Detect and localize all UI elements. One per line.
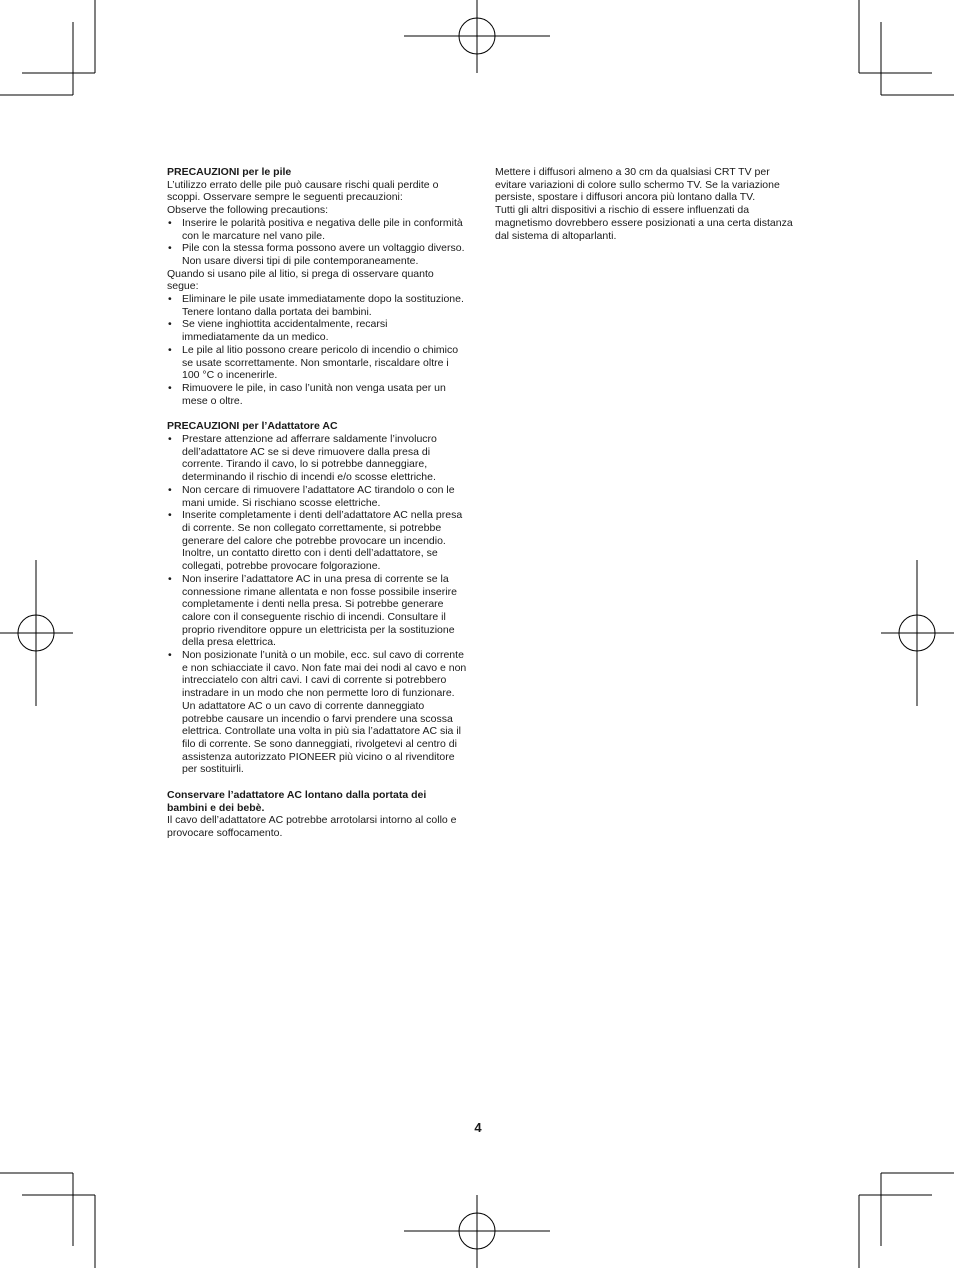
bullet-icon: •: [168, 572, 172, 585]
right-column: [495, 166, 795, 242]
list-item: • Inserite completamente i denti dell’adattatore AC nella presa di corrente. Se non collegato correttamente, si potrebbe generare del calore che potrebbe provocare un incendio. Inoltre, un contatto diretto con i denti dell’adattatore, se collegati, potrebbe provocare folgorazione.: [168, 509, 463, 573]
registration-mark-right: [881, 560, 954, 706]
crop-mark-top-right: [859, 0, 954, 95]
list-item: • Prestare attenzione ad afferrare saldamente l’involucro dell’adattatore AC se si deve rimuovere dalla presa di corrente. Tirando il cavo, lo si potrebbe danneggiare, determinando il rischio di incendi e/o scosse elettriche.: [168, 433, 437, 484]
bullet-icon: •: [168, 433, 172, 446]
battery-precautions-section: [167, 166, 467, 407]
left-column: [167, 166, 467, 840]
battery-bullet-list: [167, 217, 467, 268]
list-item: • Pile con la stessa forma possono avere un voltaggio diverso. Non usare diversi tipi di pile contemporaneamente.: [168, 242, 465, 267]
registration-mark-left: [0, 560, 73, 706]
registration-mark-top: [404, 0, 550, 73]
list-item: • Le pile al litio possono creare pericolo di incendio o chimico se usate scorrettamente. Non smontarle, riscaldare oltre i 100 °C o incenerirle.: [168, 343, 459, 382]
children-warning-heading: Conservare l’adattatore AC lontano dalla portata dei bambini e dei bebè.: [167, 789, 427, 814]
list-item: • Non cercare di rimuovere l’adattatore AC tirandolo o con le mani umide. Si rischiano scosse elettriche.: [168, 483, 455, 509]
list-item: • Rimuovere le pile, in caso l’unità non venga usata per un mese o oltre.: [168, 381, 446, 407]
lithium-bullet-list: [167, 293, 467, 407]
magnetism-warning-text: Tutti gli altri dispositivi a rischio di essere influenzati da magnetismo dovrebbero essere posizionati a una certa distanza dal sistema di altoparlanti.: [495, 204, 793, 242]
bullet-icon: •: [168, 343, 172, 356]
bullet-icon: •: [168, 293, 172, 306]
list-item: • Inserire le polarità positiva e negativa delle pile in conformità con le marcature nel vano pile.: [168, 216, 463, 242]
bullet-icon: •: [168, 509, 172, 522]
ac-adapter-precautions-section: [167, 420, 467, 776]
crop-mark-bottom-right: [859, 1173, 954, 1268]
bullet-icon: •: [168, 649, 172, 662]
ac-adapter-heading: PRECAUZIONI per l’Adattatore AC: [167, 420, 338, 433]
bullet-icon: •: [168, 381, 172, 394]
children-warning-section: [167, 789, 467, 840]
bullet-icon: •: [168, 483, 172, 496]
registration-mark-bottom: [404, 1195, 550, 1268]
bullet-icon: •: [168, 216, 172, 229]
list-item: • Non posizionate l’unità o un mobile, ecc. sul cavo di corrente e non schiacciate il cavo. Non fate mai dei nodi al cavo e non intrecciatelo con altri cavi. I cavi di corrente si potrebbero instradare in un modo che non permette loro di funzionare. Un adattatore AC o un cavo di corrente danneggiato potrebbe causare un incendio o farvi prendere una scossa elettrica. Controllate una volta in più sia l’adattatore AC sia il filo di corrente. Se sono danneggiati, rivolgetevi al centro di assistenza autorizzato PIONEER più vicino o al rivenditore per sostituirli.: [168, 649, 467, 776]
page-number: 4: [474, 1120, 482, 1135]
list-item: • Eliminare le pile usate immediatamente dopo la sostituzione. Tenere lontano dalla portata dei bambini.: [168, 293, 464, 318]
speaker-distance-text: Mettere i diffusori almeno a 30 cm da qualsiasi CRT TV per evitare variazioni di colore sullo schermo TV. Se la variazione persiste, spostare i diffusori ancora più lontano dalla TV.: [495, 166, 780, 204]
bullet-icon: •: [168, 242, 172, 255]
crop-mark-bottom-left: [0, 1173, 95, 1268]
list-item: • Non inserire l’adattatore AC in una presa di corrente se la connessione rimane allentata e non fosse possibile inserire completamente i denti nella presa. Si potrebbe generare calore con il conseguente rischio di incendi. Consultare il proprio rivenditore oppure un elettricista per la sostituzione della presa elettrica.: [168, 572, 457, 649]
list-item: • Se viene inghiottita accidentalmente, recarsi immediatamente da un medico.: [168, 318, 388, 344]
section-spacer: [167, 776, 467, 789]
battery-intro-text-en: Observe the following precautions:: [167, 204, 329, 217]
bullet-icon: •: [168, 318, 172, 331]
children-warning-text: Il cavo dell’adattatore AC potrebbe arrotolarsi intorno al collo e provocare soffocamento.: [167, 814, 457, 840]
section-spacer: [167, 407, 467, 420]
battery-intro-text: L’utilizzo errato delle pile può causare rischi quali perdite o scoppi. Osservare sempre le seguenti precauzioni:: [167, 178, 439, 204]
ac-adapter-bullet-list: [167, 433, 467, 776]
battery-precautions-heading: PRECAUZIONI per le pile: [167, 166, 292, 178]
lithium-intro-text: Quando si usano pile al litio, si prega di osservare quanto segue:: [167, 267, 434, 293]
crop-mark-top-left: [0, 0, 95, 95]
